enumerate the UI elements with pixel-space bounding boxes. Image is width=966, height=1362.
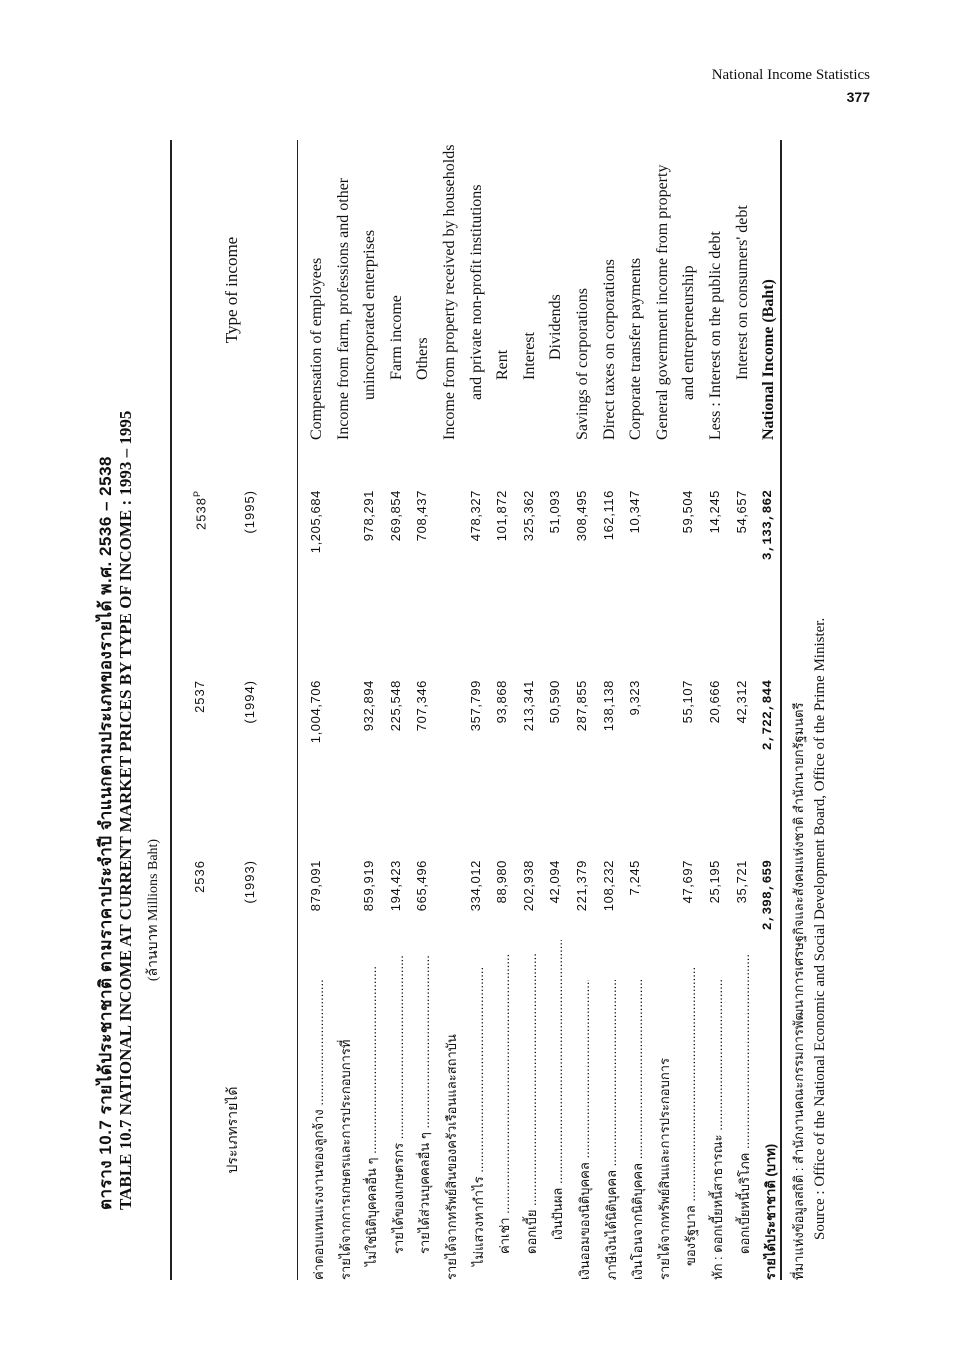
- cell-value-2536: 859,919: [361, 860, 377, 912]
- top-rule: [170, 140, 172, 1280]
- row-label-english: Direct taxes on corporations: [600, 259, 618, 440]
- preliminary-mark: P: [192, 490, 202, 498]
- table-row: [414, 70, 441, 1320]
- running-title: National Income Statistics: [711, 67, 870, 83]
- year-ce-1994: (1994): [242, 680, 257, 724]
- table-row: [707, 70, 734, 1320]
- source-thai: ที่มาแห่งข้อมูลสถิติ : สำนักงานคณะกรรมการพัฒนาการเศรษฐกิจและสังคมแห่งชาติ สำนักนายกรัฐมนตรี: [791, 702, 806, 1280]
- cell-value-2536: 334,012: [467, 860, 483, 912]
- cell-value-2538: 308,495: [573, 490, 589, 542]
- cell-value-2537: 55,107: [680, 680, 696, 724]
- header-rule: [297, 140, 298, 1280]
- cell-value-2537: 287,855: [573, 680, 589, 732]
- cell-value-2538: 269,854: [387, 490, 403, 542]
- table-title-thai: ตาราง 10.7 รายได้ประชาชาติ ตามราคาประจำปี จำแนกตามประเภทของรายได้ พ.ศ. 2536 – 2538: [96, 455, 115, 1210]
- table-row: [388, 70, 415, 1320]
- cell-value-2538: 59,504: [680, 490, 696, 534]
- row-label-english: Farm income: [387, 295, 405, 380]
- cell-value-2537: 707,346: [414, 680, 430, 732]
- total-row: [760, 70, 787, 1320]
- rotated-table-block: [92, 70, 852, 1320]
- row-label-thai: ค่าตอบแทนแรงงานของลูกจ้าง .....: [308, 980, 329, 1280]
- year-be-1993: 2536: [192, 860, 207, 893]
- table-row: [521, 70, 548, 1320]
- cell-value-2537: 9,323: [627, 680, 643, 716]
- row-label-english: Interest on consumers' debt: [733, 205, 751, 380]
- cell-value-2538: 14,245: [706, 490, 722, 534]
- row-label-thai: รายได้จากทรัพย์สินของครัวเรือนและสถาบัน: [443, 1034, 459, 1280]
- row-label-thai: เงินออมของนิติบุคคล .....: [574, 980, 595, 1280]
- cell-value-2536: 7,245: [627, 860, 643, 896]
- row-label-thai: ไม่แสวงหากำไร .....: [468, 966, 489, 1280]
- bottom-rule: [780, 140, 782, 1280]
- row-label-thai: หัก : ดอกเบี้ยหนี้สาธารณะ .....: [707, 980, 728, 1280]
- cell-value-2536: 25,195: [706, 860, 722, 904]
- cell-value-2538: 1,205,684: [308, 490, 323, 554]
- table-row: [654, 70, 681, 1320]
- cell-value-2536: 2,398,659: [760, 860, 776, 931]
- cell-value-2537: 138,138: [600, 680, 616, 732]
- cell-value-2536: 202,938: [520, 860, 536, 912]
- cell-value-2537: 213,341: [520, 680, 536, 732]
- cell-value-2537: 1,004,706: [308, 680, 323, 744]
- row-label-thai: ค่าเช่า .....: [494, 954, 515, 1280]
- row-label-english: Rent: [494, 349, 512, 380]
- row-label-english: Income from property received by households: [440, 144, 458, 440]
- table-body: [308, 70, 787, 1320]
- cell-value-2537: 93,868: [494, 680, 510, 724]
- year-ce-1993: (1993): [242, 860, 257, 904]
- cell-value-2538: 978,291: [361, 490, 377, 542]
- cell-value-2537: 20,666: [706, 680, 722, 724]
- row-label-english: unincorporated enterprises: [361, 229, 379, 400]
- row-label-thai: ดอกเบี้ย .....: [521, 954, 542, 1280]
- cell-value-2538: 478,327: [467, 490, 483, 542]
- row-label-english: Less : Interest on the public debt: [706, 231, 724, 440]
- table-row: [468, 70, 495, 1320]
- row-label-english: Dividends: [547, 294, 565, 360]
- cell-value-2536: 35,721: [733, 860, 749, 904]
- row-label-thai: รายได้ประชาชาติ (บาท): [763, 1143, 779, 1280]
- table-row: [494, 70, 521, 1320]
- row-label-english: Compensation of employees: [308, 257, 325, 440]
- table-row: [680, 70, 707, 1320]
- source-english: Source : Office of the National Economic and Social Development Board, Office of the Prime Minister.: [812, 617, 828, 1240]
- cell-value-2536: 221,379: [573, 860, 589, 912]
- cell-value-2538: 3,133,862: [760, 490, 776, 561]
- row-label-thai: ของรัฐบาล .....: [680, 966, 701, 1280]
- table-row: [627, 70, 654, 1320]
- cell-value-2537: 932,894: [361, 680, 377, 732]
- row-label-thai: เงินโอนจากนิติบุคคล .....: [627, 980, 648, 1280]
- year-ce-1995: (1995): [242, 490, 257, 534]
- table-row: [574, 70, 601, 1320]
- row-label-english: Savings of corporations: [573, 288, 591, 440]
- cell-value-2536: 88,980: [494, 860, 510, 904]
- cell-value-2536: 108,232: [600, 860, 616, 912]
- table-row: [335, 70, 362, 1320]
- cell-value-2538: 325,362: [520, 490, 536, 542]
- page-number: 377: [846, 89, 870, 105]
- cell-value-2536: 47,697: [680, 860, 696, 904]
- row-label-thai: รายได้ส่วนบุคคลอื่น ๆ .....: [414, 954, 435, 1280]
- row-label-thai: ไม่ใช่นิติบุคคลอื่น ๆ .....: [361, 966, 382, 1280]
- cell-value-2538: 162,116: [600, 490, 616, 541]
- cell-value-2538: 10,347: [627, 490, 643, 534]
- row-label-english: Others: [414, 337, 432, 380]
- row-label-english: and private non-profit institutions: [467, 184, 485, 400]
- cell-value-2538: 708,437: [414, 490, 430, 542]
- row-label-english: General government income from property: [653, 164, 671, 440]
- cell-value-2538: 51,093: [547, 490, 563, 534]
- row-label-thai: รายได้จากทรัพย์สินและการประกอบการ: [656, 1057, 672, 1280]
- table-title-english: TABLE 10.7 NATIONAL INCOME AT CURRENT MARKET PRICES BY TYPE OF INCOME : 1993 – 1995: [116, 410, 135, 1210]
- cell-value-2538: 101,872: [494, 490, 510, 542]
- year-be-1995: $2538^P$: [192, 490, 209, 530]
- table-row: [734, 70, 761, 1320]
- row-label-thai: เงินปันผล .....: [547, 940, 568, 1280]
- cell-value-2536: 194,423: [387, 860, 403, 912]
- row-label-thai: รายได้จากการเกษตรและการประกอบการที่: [337, 1039, 353, 1280]
- row-label-english: and entrepreneurship: [680, 265, 698, 400]
- header-type-english: Type of income: [222, 236, 241, 344]
- cell-value-2537: 357,799: [467, 680, 483, 732]
- row-label-thai: รายได้ของเกษตรกร .....: [388, 954, 409, 1280]
- table-row: [361, 70, 388, 1320]
- table-unit: (ล้านบาท Millions Baht): [146, 838, 161, 982]
- cell-value-2537: 42,312: [733, 680, 749, 724]
- table-row: [308, 70, 335, 1320]
- cell-value-2536: 879,091: [308, 860, 323, 912]
- row-label-thai: ภาษีเงินได้นิติบุคคล .....: [601, 980, 622, 1280]
- header-type-thai: ประเภทรายได้: [224, 1086, 240, 1174]
- row-label-english: National Income (Baht): [760, 279, 778, 440]
- cell-value-2537: 50,590: [547, 680, 563, 724]
- table-row: [441, 70, 468, 1320]
- cell-value-2537: 2,722,844: [760, 680, 776, 751]
- cell-value-2538: 54,657: [733, 490, 749, 534]
- cell-value-2536: 42,094: [547, 860, 563, 904]
- row-label-thai: ดอกเบี้ยหนี้บริโภค .....: [734, 954, 755, 1280]
- table-row: [601, 70, 628, 1320]
- cell-value-2536: 665,496: [414, 860, 430, 912]
- year-be-1994: 2537: [192, 680, 207, 713]
- cell-value-2537: 225,548: [387, 680, 403, 732]
- row-label-english: Interest: [520, 332, 538, 380]
- row-label-english: Corporate transfer payments: [627, 257, 645, 440]
- row-label-english: Income from farm, professions and other: [334, 177, 352, 440]
- table-row: [547, 70, 574, 1320]
